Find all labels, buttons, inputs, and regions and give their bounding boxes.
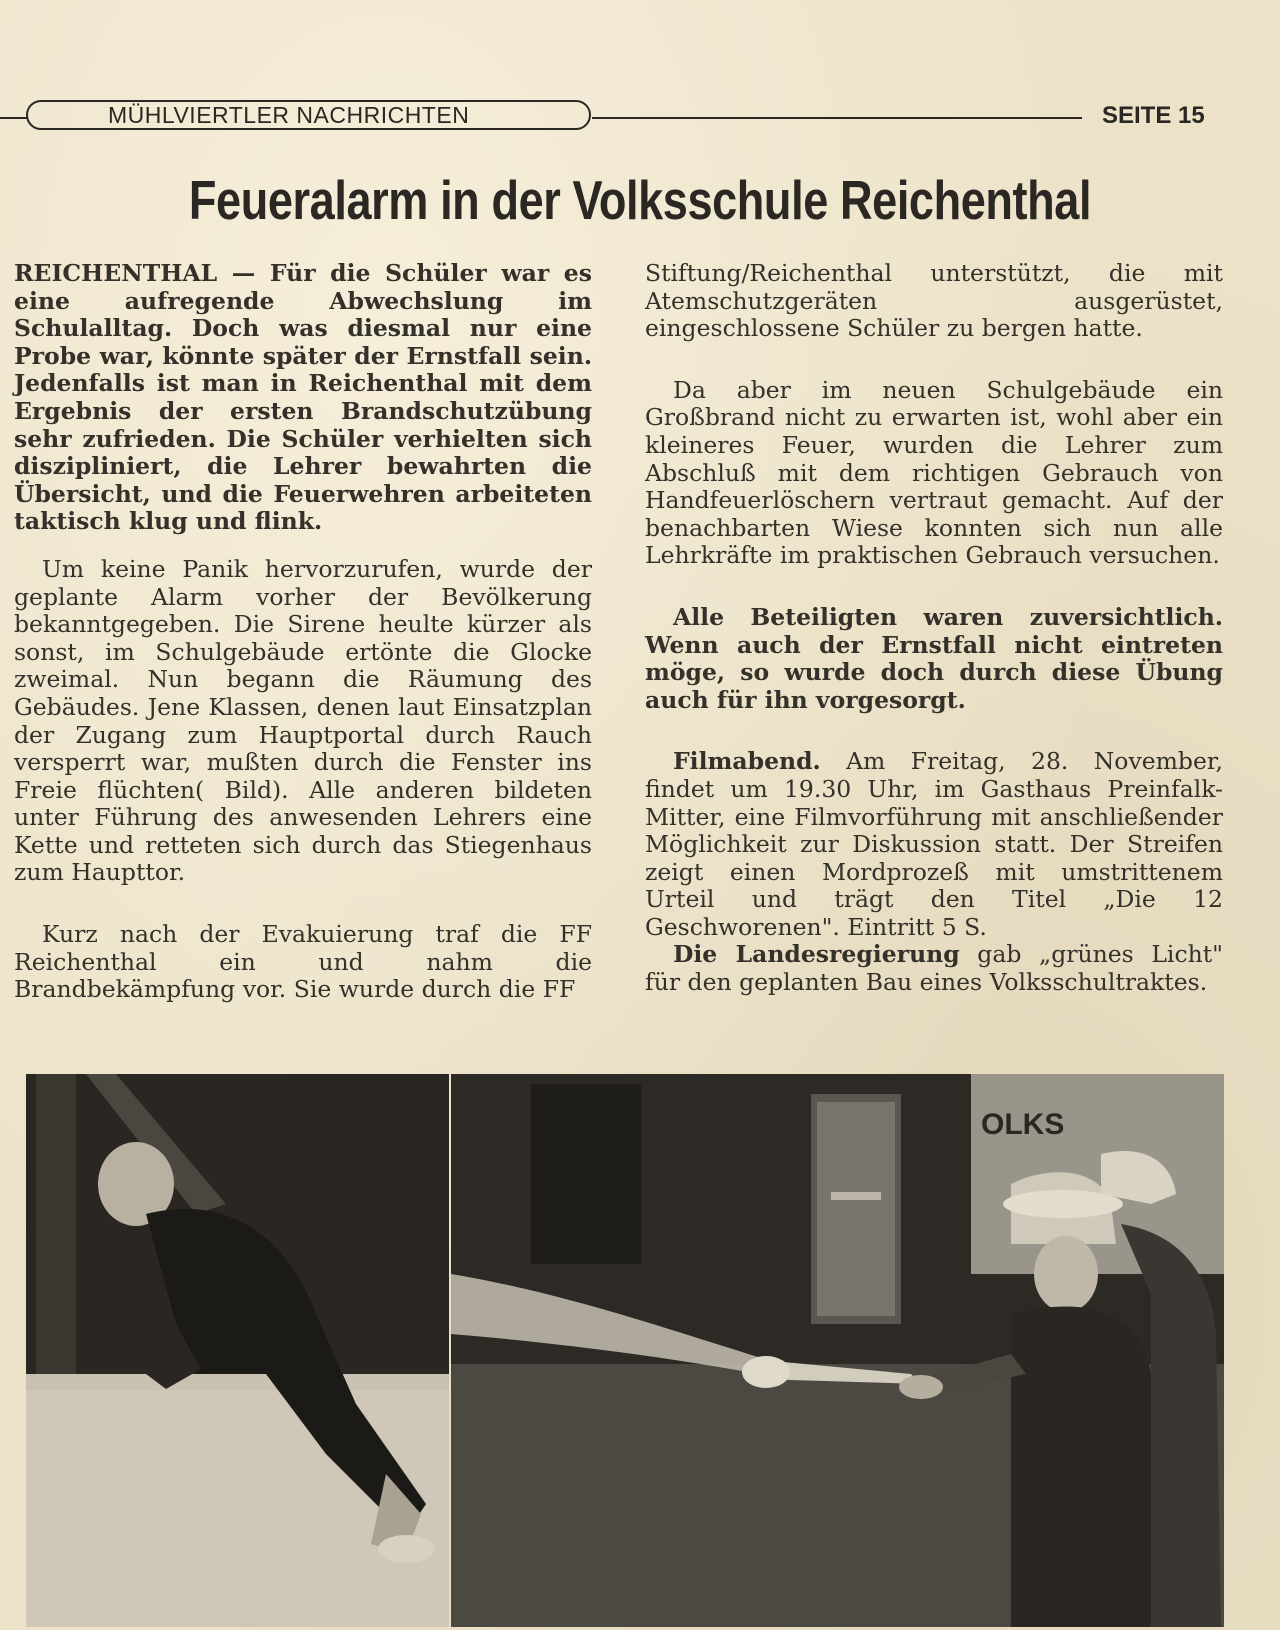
article-headline: Feueralarm in der Volksschule Reichenthal xyxy=(188,169,1092,231)
page-number: SEITE 15 xyxy=(1102,102,1205,129)
body-paragraph-bold: Alle Beteiligten waren zuversichtlich. Wenn auch der Ernstfall nicht eintreten möge, so wurde doch durch diese Übung auch für ihn vorgesorgt. xyxy=(645,602,1223,714)
photo-window-escape-image xyxy=(26,1074,449,1627)
body-paragraph: Um keine Panik hervorzurufen, wurde der geplante Alarm vorher der Bevölkerung bekanntgegeben. Die Sirene heulte kürzer als sonst, im Schulgebäude ertönte die Glocke zweimal. Nun begann die Räumung des Gebäudes. Jene Klassen, denen laut Einsatzplan der Zugang zum Hauptportal durch Rauch versperrt war, mußten durch die Fenster ins Freie flüchten( Bild). Alle anderen bildeten unter Führung des anwesenden Lehrers eine Kette und retteten sich durch das Stiegenhaus zum Haupttor. xyxy=(14,554,592,887)
notice-text: Am Freitag, 28. November, findet um 19.30 Uhr, im Gasthaus Preinfalk-Mitter, eine Filmvorführung mit anschließender Möglichkeit zur Diskussion statt. Der Streifen zeigt einen Mordprozeß mit umstrittenem Urteil und trägt den Titel „Die 12 Geschworenen". Eintritt 5 S. xyxy=(645,747,1223,941)
lead-paragraph: REICHENTHAL — Für die Schüler war es eine aufregende Abwechslung im Schulalltag. Doch was diesmal nur eine Probe war, könnte später der Ernstfall sein. Jedenfalls ist man in Reichenthal mit dem Ergebnis der ersten Brandschutzübung sehr zufrieden. Die Schüler verhielten sich diszipliniert, die Lehrer bewahrten die Übersicht, und die Feuerwehren arbeiteten taktisch klug und flink. xyxy=(14,259,592,536)
body-paragraph: Da aber im neuen Schulgebäude ein Großbrand nicht zu erwarten ist, wohl aber ein kleineres Feuer, wurden die Lehrer zum Abschluß mit dem richtigen Gebrauch von Handfeuerlöschern vertraut gemacht. Auf der benachbarten Wiese konnten sich nun alle Lehrkräfte im praktischen Gebrauch versuchen. xyxy=(645,375,1223,570)
notice-filmabend xyxy=(645,748,1223,941)
notice-lead: Die Landesregierung xyxy=(673,940,960,969)
newspaper-name: MÜHLVIERTLER NACHRICHTEN xyxy=(108,101,470,128)
body-paragraph: Stiftung/Reichenthal unterstützt, die mit Atemschutzgeräten ausgerüstet, eingeschlossene Schüler zu bergen hatte. xyxy=(645,259,1223,343)
masthead-rule-right xyxy=(592,117,1082,119)
photo-strip xyxy=(26,1074,1224,1627)
masthead xyxy=(0,96,1280,140)
article-column-right xyxy=(645,260,1223,997)
masthead-rule-left xyxy=(0,117,28,119)
notice-text: gab „grünes Licht" für den geplanten Bau eines Volksschultraktes. xyxy=(645,940,1223,997)
photo-window-escape xyxy=(26,1074,449,1627)
notice-lead: Filmabend. xyxy=(673,747,821,776)
photo-firefighters-hose xyxy=(451,1074,1224,1627)
notice-landesregierung xyxy=(645,941,1223,996)
masthead-name-box xyxy=(26,100,591,130)
photo-firefighters-hose-image xyxy=(451,1074,1224,1627)
article-column-left xyxy=(14,260,592,1004)
school-sign-text: OLKS xyxy=(981,1108,1065,1141)
body-paragraph: Kurz nach der Evakuierung traf die FF Reichenthal ein und nahm die Brandbekämpfung vor. Sie wurde durch die FF xyxy=(14,920,592,1004)
